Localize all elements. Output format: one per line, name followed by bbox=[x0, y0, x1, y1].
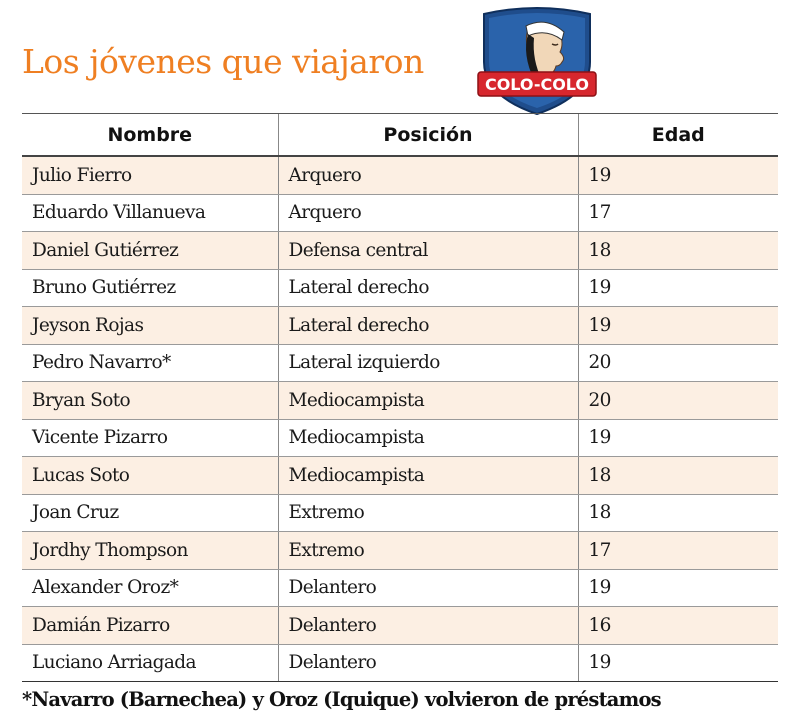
page-title: Los jóvenes que viajaron bbox=[22, 42, 424, 81]
logo-text: COLO-COLO bbox=[484, 75, 590, 94]
player-position: Mediocampista bbox=[278, 457, 578, 495]
table-row bbox=[22, 457, 778, 495]
player-age: 20 bbox=[578, 382, 778, 420]
player-position: Arquero bbox=[278, 194, 578, 232]
player-age: 18 bbox=[578, 494, 778, 532]
player-age: 19 bbox=[578, 644, 778, 682]
table-row bbox=[22, 194, 778, 232]
player-name: Eduardo Villanueva bbox=[22, 194, 278, 232]
table-row bbox=[22, 494, 778, 532]
player-age: 19 bbox=[578, 156, 778, 194]
table-row bbox=[22, 569, 778, 607]
table-row bbox=[22, 644, 778, 682]
player-age: 17 bbox=[578, 532, 778, 570]
player-position: Mediocampista bbox=[278, 419, 578, 457]
player-name: Jordhy Thompson bbox=[22, 532, 278, 570]
player-position: Delantero bbox=[278, 569, 578, 607]
player-position: Defensa central bbox=[278, 232, 578, 270]
table-row bbox=[22, 419, 778, 457]
column-header-position: Posición bbox=[278, 114, 578, 157]
player-name: Julio Fierro bbox=[22, 156, 278, 194]
table-row bbox=[22, 344, 778, 382]
footnote: *Navarro (Barnechea) y Oroz (Iquique) volvieron de préstamos bbox=[22, 688, 661, 711]
table-row bbox=[22, 532, 778, 570]
table-row bbox=[22, 607, 778, 645]
player-position: Lateral izquierdo bbox=[278, 344, 578, 382]
player-name: Lucas Soto bbox=[22, 457, 278, 495]
player-name: Jeyson Rojas bbox=[22, 307, 278, 345]
player-position: Lateral derecho bbox=[278, 307, 578, 345]
player-name: Bruno Gutiérrez bbox=[22, 269, 278, 307]
player-name: Damián Pizarro bbox=[22, 607, 278, 645]
player-name: Daniel Gutiérrez bbox=[22, 232, 278, 270]
player-name: Vicente Pizarro bbox=[22, 419, 278, 457]
player-age: 19 bbox=[578, 419, 778, 457]
player-age: 20 bbox=[578, 344, 778, 382]
player-name: Luciano Arriagada bbox=[22, 644, 278, 682]
player-position: Delantero bbox=[278, 607, 578, 645]
table-row bbox=[22, 156, 778, 194]
player-age: 19 bbox=[578, 269, 778, 307]
player-position: Mediocampista bbox=[278, 382, 578, 420]
column-header-name: Nombre bbox=[22, 114, 278, 157]
player-age: 19 bbox=[578, 307, 778, 345]
player-name: Bryan Soto bbox=[22, 382, 278, 420]
table-row bbox=[22, 382, 778, 420]
table-row bbox=[22, 307, 778, 345]
players-table bbox=[22, 113, 778, 682]
table-row bbox=[22, 269, 778, 307]
colo-colo-logo bbox=[476, 4, 598, 116]
table-header-row bbox=[22, 114, 778, 157]
player-position: Delantero bbox=[278, 644, 578, 682]
player-name: Alexander Oroz* bbox=[22, 569, 278, 607]
player-position: Arquero bbox=[278, 156, 578, 194]
player-position: Lateral derecho bbox=[278, 269, 578, 307]
player-name: Pedro Navarro* bbox=[22, 344, 278, 382]
player-age: 17 bbox=[578, 194, 778, 232]
player-position: Extremo bbox=[278, 532, 578, 570]
column-header-age: Edad bbox=[578, 114, 778, 157]
player-name: Joan Cruz bbox=[22, 494, 278, 532]
player-age: 19 bbox=[578, 569, 778, 607]
player-age: 16 bbox=[578, 607, 778, 645]
player-age: 18 bbox=[578, 457, 778, 495]
players-table-container bbox=[22, 113, 778, 682]
player-age: 18 bbox=[578, 232, 778, 270]
table-row bbox=[22, 232, 778, 270]
player-position: Extremo bbox=[278, 494, 578, 532]
